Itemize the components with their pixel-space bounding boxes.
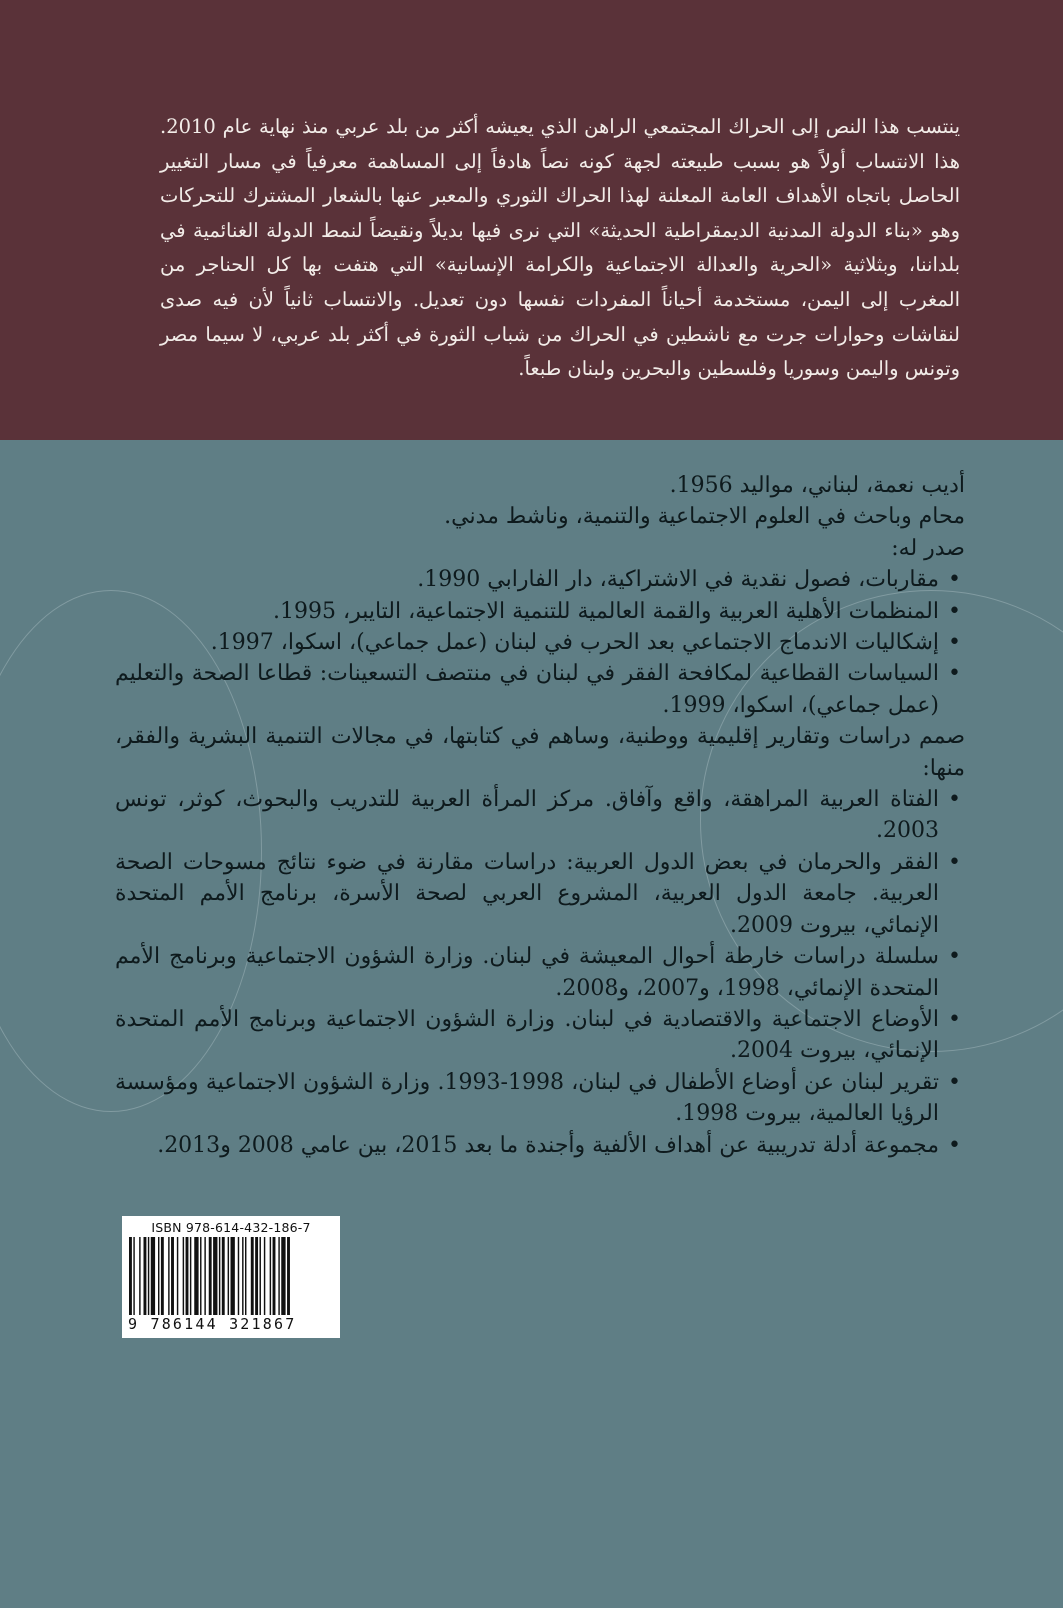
published-heading: صدر له: <box>891 535 965 561</box>
barcode-bar <box>158 1237 159 1315</box>
barcode-bar <box>264 1237 265 1315</box>
studies-heading: صمم دراسات وتقارير إقليمية ووطنية، وساهم في كتابتها، في مجالات التنمية البشرية والفقر، منها: <box>115 724 965 781</box>
barcode-bar <box>133 1237 134 1315</box>
list-item: • الفقر والحرمان في بعض الدول العربية: دراسات مقارنة في ضوء نتائج مسوحات الصحة العربية. جامعة الدول العربية، المشروع العربي لصحة الأسرة، برنامج الأمم المتحدة الإنمائي، بيروت 2009. <box>115 847 965 941</box>
list-item: • الأوضاع الاجتماعية والاقتصادية في لبنان. وزارة الشؤون الاجتماعية وبرنامج الأمم المتحدة الإنمائي، بيروت 2004. <box>115 1004 965 1067</box>
author-intro: أديب نعمة، لبناني، مواليد 1956. <box>669 473 965 498</box>
barcode-bar <box>148 1237 149 1315</box>
barcode-bar <box>242 1237 243 1315</box>
barcode-bar <box>186 1237 189 1315</box>
barcode-bar <box>190 1237 191 1315</box>
list-item: • تقرير لبنان عن أوضاع الأطفال في لبنان، 1998-1993. وزارة الشؤون الاجتماعية ومؤسسة الرؤيا العالمية، بيروت 1998. <box>115 1067 965 1130</box>
barcode-bar <box>171 1237 174 1315</box>
barcode-bar <box>219 1237 220 1315</box>
barcode-bar <box>260 1237 261 1315</box>
blurb-text <box>160 110 960 387</box>
blurb-panel <box>0 0 1063 440</box>
list-item: • الفتاة العربية المراهقة، واقع وآفاق. مركز المرأة العربية للتدريب والبحوث، كوثر، تونس 2003. <box>115 784 965 847</box>
barcode-bar <box>287 1237 290 1315</box>
blurb-line: وبثلاثية «الحرية والعدالة الاجتماعية والكرامة الإنسانية» التي هتفت بها كل الحناجر من المغرب إلى <box>160 253 961 311</box>
barcode-bar <box>222 1237 225 1315</box>
blurb-line: ينتسب هذا النص إلى الحراك المجتمعي الراهن الذي يعيشه أكثر من بلد عربي منذ نهاية عام 2010. هذا <box>160 115 960 173</box>
author-panel <box>0 440 1063 1608</box>
list-item: • السياسات القطاعية لمكافحة الفقر في لبنان في منتصف التسعينات: قطاعا الصحة والتعليم (عمل جماعي)، اسكوا، 1999. <box>115 658 965 721</box>
barcode-bar <box>144 1237 147 1315</box>
barcode-bar <box>204 1237 205 1315</box>
published-list <box>115 564 965 721</box>
blurb-line: جرت مع ناشطين في الحراك من شباب الثورة في أكثر بلد عربي، لا سيما مصر وتونس واليمن وسوريا <box>160 322 960 381</box>
list-item: • سلسلة دراسات خارطة أحوال المعيشة في لبنان. وزارة الشؤون الاجتماعية وبرنامج الأمم المتحدة الإنمائي، 1998، و2007، و2008. <box>115 941 965 1004</box>
list-item: • مقاربات، فصول نقدية في الاشتراكية، دار الفارابي 1990. <box>115 564 965 595</box>
barcode-bar <box>238 1237 239 1315</box>
barcode-bar <box>278 1237 279 1315</box>
barcode-bar <box>177 1237 178 1315</box>
barcode-bar <box>129 1237 132 1315</box>
barcode-bar <box>245 1237 246 1315</box>
barcode-bar <box>168 1237 169 1315</box>
ean-number: 9 786144 321867 <box>128 1315 297 1333</box>
list-item: • المنظمات الأهلية العربية والقمة العالمية للتنمية الاجتماعية، التايبر، 1995. <box>115 596 965 627</box>
blurb-line: الدولة المدنية الديمقراطية الحديثة» التي نرى فيها بديلاً ونقيضاً لنمط الدولة الغنائمية في بلداننا، <box>160 218 961 277</box>
list-item: • مجموعة أدلة تدريبية عن أهداف الألفية وأجندة ما بعد 2015، بين عامي 2008 و2013. <box>115 1130 965 1161</box>
barcode-bar <box>209 1237 212 1315</box>
barcode-bar <box>270 1237 271 1315</box>
barcode-bar <box>273 1237 276 1315</box>
barcode-bar <box>231 1237 235 1315</box>
barcode-bar <box>161 1237 164 1315</box>
blurb-line: الانتساب أولاً هو بسبب طبيعته لجهة كونه نصاً هادفاً إلى المساهمة معرفياً في مسار التغيير الحاصل <box>160 149 961 208</box>
barcode-bar <box>151 1237 155 1315</box>
barcode-bar <box>139 1237 140 1315</box>
barcode-bar <box>200 1237 201 1315</box>
studies-list <box>115 784 965 1161</box>
barcode-bar <box>251 1237 254 1315</box>
barcode-bar <box>228 1237 229 1315</box>
blurb-line: باتجاه الأهداف العامة المعلنة لهذا الحراك الثوري والمعبر عنها بالشعار المشترك للتحركات وهو «بناء <box>160 184 960 242</box>
barcode-bar <box>183 1237 184 1315</box>
barcode-bar <box>213 1237 217 1315</box>
author-role: محام وباحث في العلوم الاجتماعية والتنمية، وناشط مدني. <box>444 504 965 530</box>
author-bio <box>115 470 965 1161</box>
list-item: • إشكاليات الاندماج الاجتماعي بعد الحرب في لبنان (عمل جماعي)، اسكوا، 1997. <box>115 627 965 658</box>
barcode-bar <box>281 1237 285 1315</box>
isbn-label: ISBN 978-614-432-186-7 <box>151 1220 311 1235</box>
isbn-barcode <box>122 1216 340 1338</box>
blurb-line: وفلسطين والبحرين ولبنان طبعاً. <box>518 357 777 381</box>
barcode-bars <box>129 1237 333 1315</box>
barcode-bar <box>255 1237 258 1315</box>
blurb-line: اليمن، مستخدمة أحياناً المفردات نفسها دون تعديل. والانتساب ثانياً لأن فيه صدى لنقاشات وحوارات <box>160 287 961 346</box>
barcode-bar <box>194 1237 198 1315</box>
